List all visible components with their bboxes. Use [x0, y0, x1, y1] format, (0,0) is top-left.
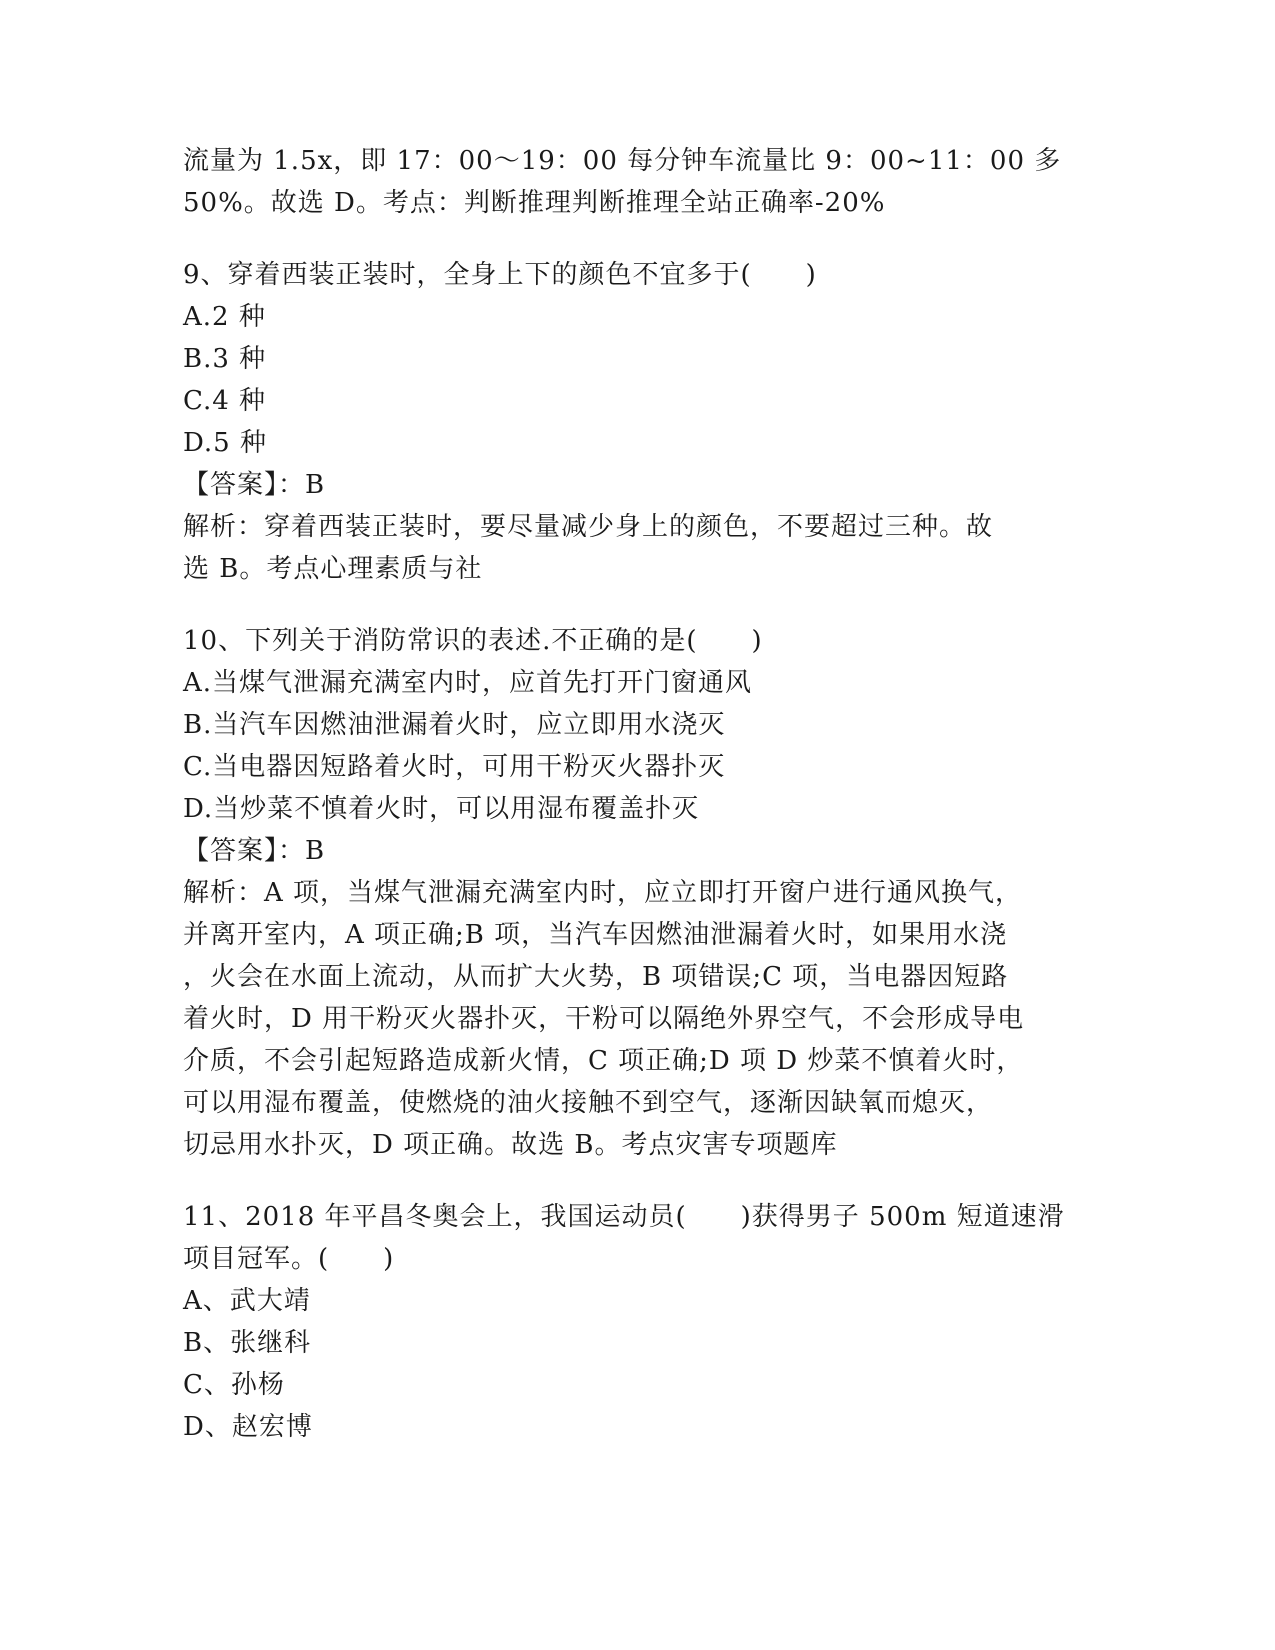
option-c: C、孙杨	[183, 1370, 285, 1400]
question-text: 9、穿着西装正装时，全身上下的颜色不宜多于( )	[183, 260, 817, 290]
option-a: A.2 种	[183, 302, 266, 332]
option-d: D、赵宏博	[183, 1412, 313, 1442]
option-b: B.3 种	[183, 344, 267, 374]
analysis-line: 选 B。考点心理素质与社	[183, 554, 483, 584]
question-text: 10、下列关于消防常识的表述.不正确的是( )	[183, 626, 763, 656]
option-d: D.当炒菜不慎着火时，可以用湿布覆盖扑灭	[183, 794, 700, 824]
analysis-line: 解析：A 项，当煤气泄漏充满室内时，应立即打开窗户进行通风换气，	[183, 878, 1023, 908]
option-a: A.当煤气泄漏充满室内时，应首先打开门窗通风	[183, 668, 753, 698]
question-9	[183, 254, 1083, 590]
option-b: B、张继科	[183, 1328, 312, 1358]
question-text: 项目冠军。( )	[183, 1244, 395, 1274]
option-d: D.5 种	[183, 428, 267, 458]
option-c: C.当电器因短路着火时，可用干粉灭火器扑灭	[183, 752, 726, 782]
analysis-line: 可以用湿布覆盖，使燃烧的油火接触不到空气，逐渐因缺氧而熄灭，	[183, 1088, 994, 1118]
previous-analysis-continuation	[183, 140, 1083, 224]
question-11	[183, 1196, 1083, 1448]
option-c: C.4 种	[183, 386, 267, 416]
analysis-line: 切忌用水扑灭，D 项正确。故选 B。考点灾害专项题库	[183, 1130, 838, 1160]
analysis-line: 介质，不会引起短路造成新火情，C 项正确;D 项 D 炒菜不慎着火时，	[183, 1046, 1024, 1076]
text-line: 流量为 1.5x，即 17：00～19：00 每分钟车流量比 9：00~11：00 多	[183, 146, 1062, 176]
analysis-line: ，火会在水面上流动，从而扩大火势，B 项错误;C 项，当电器因短路	[183, 962, 1009, 992]
analysis-line: 解析：穿着西装正装时，要尽量减少身上的颜色，不要超过三种。故	[183, 512, 994, 542]
option-a: A、武大靖	[183, 1286, 311, 1316]
question-text: 11、2018 年平昌冬奥会上，我国运动员( )获得男子 500m 短道速滑	[183, 1202, 1065, 1232]
answer-line: 【答案】：B	[183, 470, 326, 500]
analysis-line: 着火时，D 用干粉灭火器扑灭，干粉可以隔绝外界空气，不会形成导电	[183, 1004, 1025, 1034]
question-10	[183, 620, 1083, 1166]
analysis-line: 并离开室内，A 项正确;B 项，当汽车因燃油泄漏着火时，如果用水浇	[183, 920, 1008, 950]
answer-line: 【答案】：B	[183, 836, 326, 866]
text-line: 50%。故选 D。考点：判断推理判断推理全站正确率-20%	[183, 188, 886, 218]
document-page	[183, 140, 1083, 1448]
option-b: B.当汽车因燃油泄漏着火时，应立即用水浇灭	[183, 710, 726, 740]
